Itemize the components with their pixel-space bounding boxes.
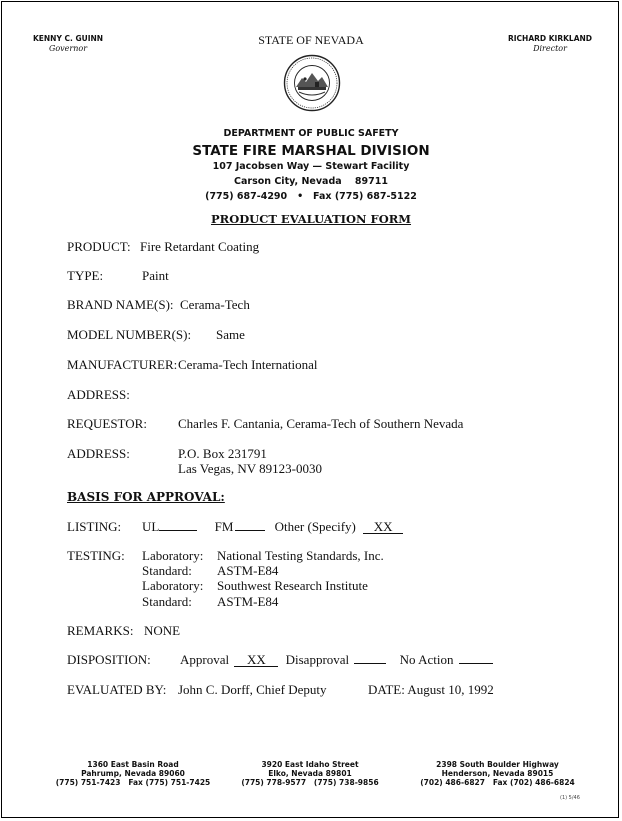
division-phone-line: (775) 687-4290 • Fax (775) 687-5122 xyxy=(205,191,417,202)
testing-value-0: National Testing Standards, Inc. xyxy=(217,548,384,563)
testing-key-1: Standard: xyxy=(142,563,192,578)
footer-line: (775) 751-7423 Fax (775) 751-7425 xyxy=(55,778,211,787)
date-value: August 10, 1992 xyxy=(407,682,494,697)
ul-label: UL xyxy=(142,519,160,534)
form-code: (1) 5/46 xyxy=(560,795,580,801)
requestor-value: Charles F. Cantania, Cerama-Tech of Southern Nevada xyxy=(178,416,464,431)
type-value: Paint xyxy=(142,268,169,283)
evaluated-value: John C. Dorff, Chief Deputy xyxy=(178,682,327,697)
product-label: PRODUCT: xyxy=(67,239,131,254)
division-name: STATE FIRE MARSHAL DIVISION xyxy=(192,143,430,159)
testing-value-3: ASTM-E84 xyxy=(217,594,279,609)
other-label: Other (Specify) xyxy=(274,519,356,534)
footer-line: (702) 486-6827 Fax (702) 486-6824 xyxy=(420,778,575,787)
manufacturer-value: Cerama-Tech International xyxy=(178,357,318,372)
model-value: Same xyxy=(216,327,245,342)
listing-line xyxy=(142,519,403,535)
manufacturer-label: MANUFACTURER: xyxy=(67,357,178,372)
address2-line1: P.O. Box 231791 xyxy=(178,446,267,461)
footer-line: 1360 East Basin Road xyxy=(87,760,179,769)
testing-key-2: Laboratory: xyxy=(142,578,204,593)
approval-field: XX xyxy=(234,654,278,667)
director-name: RICHARD KIRKLAND xyxy=(507,34,593,43)
footer-line: Henderson, Nevada 89015 xyxy=(441,769,554,778)
fm-field xyxy=(235,530,265,531)
brand-value: Cerama-Tech xyxy=(180,297,250,312)
governor-name: KENNY C. GUINN xyxy=(32,34,104,43)
division-address-line1: 107 Jacobsen Way — Stewart Facility xyxy=(212,161,410,172)
director-title: Director xyxy=(533,44,567,53)
address1-label: ADDRESS: xyxy=(67,387,130,402)
footer-office-elko xyxy=(230,760,390,787)
noaction-label: No Action xyxy=(399,652,454,667)
state-seal-icon xyxy=(283,54,341,112)
form-title: PRODUCT EVALUATION FORM xyxy=(210,212,412,226)
address2-line2: Las Vegas, NV 89123-0030 xyxy=(178,461,322,476)
ul-field xyxy=(159,530,197,531)
disapproval-field xyxy=(354,663,386,664)
approval-label: Approval xyxy=(180,652,230,667)
type-label: TYPE: xyxy=(67,268,104,283)
division-address-line2: Carson City, Nevada 89711 xyxy=(234,176,388,187)
department-name: DEPARTMENT OF PUBLIC SAFETY xyxy=(223,128,399,139)
date-label: DATE: xyxy=(368,682,405,697)
product-value: Fire Retardant Coating xyxy=(140,239,260,254)
disposition-line xyxy=(180,652,493,668)
requestor-label: REQUESTOR: xyxy=(67,416,147,431)
testing-value-1: ASTM-E84 xyxy=(217,563,279,578)
testing-key-0: Laboratory: xyxy=(142,548,204,563)
testing-label: TESTING: xyxy=(67,548,125,563)
disapproval-label: Disapproval xyxy=(285,652,350,667)
footer-line: Pahrump, Nevada 89060 xyxy=(81,769,185,778)
testing-key-3: Standard: xyxy=(142,594,192,609)
basis-heading: BASIS FOR APPROVAL: xyxy=(67,490,225,504)
noaction-field xyxy=(459,663,493,664)
fm-label: FM xyxy=(214,519,234,534)
remarks-value: NONE xyxy=(144,623,181,638)
footer-office-henderson xyxy=(405,760,590,787)
address2-label: ADDRESS: xyxy=(67,446,130,461)
form-title-wrap xyxy=(0,210,622,228)
footer-line: Elko, Nevada 89801 xyxy=(268,769,352,778)
listing-label: LISTING: xyxy=(67,519,122,534)
model-label: MODEL NUMBER(S): xyxy=(67,327,192,342)
testing-value-2: Southwest Research Institute xyxy=(217,578,368,593)
footer-line: 3920 East Idaho Street xyxy=(261,760,359,769)
footer-line: 2398 South Boulder Highway xyxy=(436,760,559,769)
evaluated-label: EVALUATED BY: xyxy=(67,682,167,697)
brand-label: BRAND NAME(S): xyxy=(67,297,174,312)
state-name: STATE OF NEVADA xyxy=(258,33,364,47)
footer-office-pahrump xyxy=(48,760,218,787)
footer-line: (775) 778-9577 (775) 738-9856 xyxy=(241,778,379,787)
other-field: XX xyxy=(363,521,403,534)
disposition-label: DISPOSITION: xyxy=(67,652,151,667)
governor-title: Governor xyxy=(48,44,88,53)
date-line xyxy=(368,682,494,698)
remarks-label: REMARKS: xyxy=(67,623,134,638)
